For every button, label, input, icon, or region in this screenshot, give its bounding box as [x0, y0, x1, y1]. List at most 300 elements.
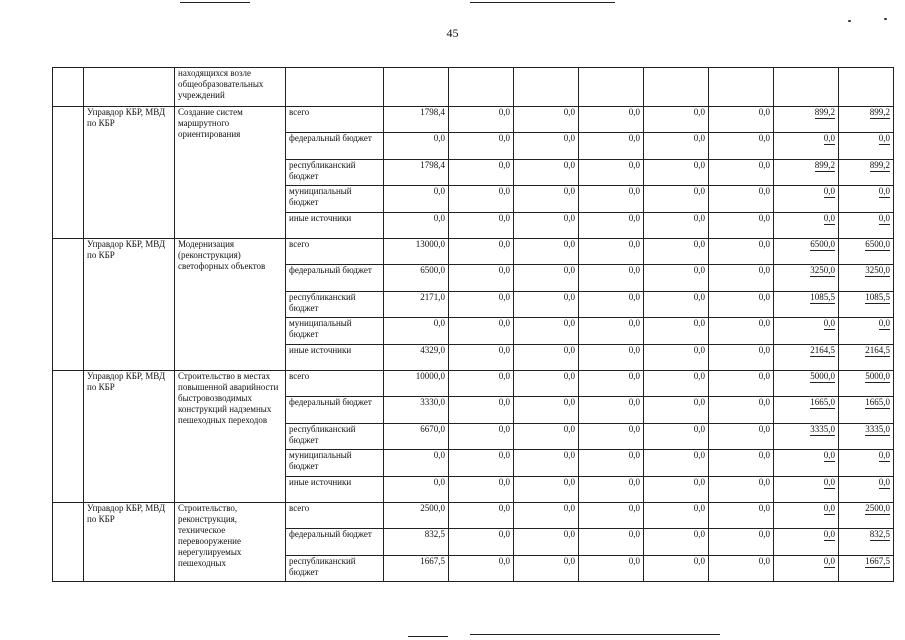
- cell-empty: [839, 68, 894, 107]
- funding-source-cell: всего: [286, 503, 384, 529]
- amount-value: 2164,5: [865, 345, 890, 355]
- event-cell: Строительство, реконструкция, техническое перевооружение нерегулируемых пешеходных: [175, 503, 286, 582]
- funding-source-cell: федеральный бюджет: [286, 397, 384, 424]
- amount-cell: [579, 133, 644, 160]
- funding-source-cell: республиканский бюджет: [286, 292, 384, 318]
- amount-cell: [449, 345, 514, 371]
- amount-value: 0,0: [563, 556, 575, 566]
- amount-cell: [839, 318, 894, 345]
- amount-cell: [709, 265, 774, 292]
- table-row: [53, 239, 894, 265]
- scan-artifact-top-1: [180, 2, 250, 3]
- amount-cell: [774, 292, 839, 318]
- amount-cell: [839, 133, 894, 160]
- event-cell: Модернизация (реконструкция) светофорных объектов: [175, 239, 286, 371]
- funding-source-cell: всего: [286, 107, 384, 133]
- amount-cell: [384, 186, 449, 213]
- amount-cell: [644, 186, 709, 213]
- amount-value: 0,0: [878, 450, 890, 460]
- amount-cell: [839, 186, 894, 213]
- amount-cell: [644, 503, 709, 529]
- amount-value: 0,0: [758, 160, 770, 170]
- amount-cell: [514, 450, 579, 477]
- amount-value: 899,2: [814, 107, 835, 117]
- amount-value: 1085,5: [865, 292, 890, 302]
- amount-value: 0,0: [498, 239, 510, 249]
- amount-cell: [774, 556, 839, 582]
- amount-value: 0,0: [628, 107, 640, 117]
- amount-value: 0,0: [563, 239, 575, 249]
- amount-value: 832,5: [869, 529, 890, 539]
- amount-cell: [579, 397, 644, 424]
- amount-value: 0,0: [563, 371, 575, 381]
- amount-cell: [514, 424, 579, 450]
- amount-value: 3335,0: [865, 424, 890, 434]
- amount-value: 0,0: [563, 265, 575, 275]
- amount-value: 0,0: [563, 213, 575, 223]
- amount-cell: [514, 529, 579, 556]
- amount-cell: [384, 318, 449, 345]
- page-number: 45: [446, 26, 459, 40]
- amount-value: 0,0: [758, 318, 770, 328]
- amount-cell: [579, 186, 644, 213]
- amount-cell: [384, 265, 449, 292]
- amount-value: 0,0: [758, 424, 770, 434]
- amount-value: 5000,0: [810, 371, 835, 381]
- amount-cell: [839, 529, 894, 556]
- amount-value: 3335,0: [810, 424, 835, 434]
- funding-source-cell: республиканский бюджет: [286, 556, 384, 582]
- amount-cell: [579, 371, 644, 397]
- amount-value: 0,0: [758, 529, 770, 539]
- amount-value: 0,0: [628, 450, 640, 460]
- amount-cell: [644, 450, 709, 477]
- amount-cell: [839, 239, 894, 265]
- amount-value: 0,0: [498, 529, 510, 539]
- amount-cell: [644, 345, 709, 371]
- amount-value: 0,0: [628, 345, 640, 355]
- amount-value: 0,0: [693, 318, 705, 328]
- funding-source-cell: республиканский бюджет: [286, 160, 384, 186]
- scan-artifact-bottom-2: [408, 636, 448, 637]
- amount-value: 0,0: [563, 133, 575, 143]
- amount-value: 10000,0: [415, 371, 445, 381]
- amount-cell: [709, 371, 774, 397]
- amount-cell: [384, 450, 449, 477]
- cell-empty: [53, 68, 84, 107]
- amount-value: 0,0: [498, 213, 510, 223]
- amount-cell: [774, 213, 839, 239]
- amount-value: 0,0: [433, 186, 445, 196]
- amount-cell: [709, 133, 774, 160]
- amount-cell: [579, 239, 644, 265]
- amount-cell: [709, 186, 774, 213]
- amount-value: 0,0: [628, 556, 640, 566]
- amount-cell: [449, 133, 514, 160]
- amount-value: 0,0: [563, 397, 575, 407]
- amount-value: 0,0: [823, 450, 835, 460]
- amount-cell: [384, 424, 449, 450]
- amount-value: 0,0: [693, 503, 705, 513]
- amount-value: 0,0: [758, 265, 770, 275]
- amount-cell: [709, 503, 774, 529]
- amount-cell: [774, 529, 839, 556]
- amount-value: 0,0: [498, 133, 510, 143]
- amount-cell: [384, 371, 449, 397]
- amount-value: 0,0: [563, 318, 575, 328]
- amount-value: 1665,0: [810, 397, 835, 407]
- amount-cell: [709, 239, 774, 265]
- event-cell: находящихся возле общеобразовательных учреждений: [175, 68, 286, 107]
- amount-value: 0,0: [628, 292, 640, 302]
- amount-value: 0,0: [498, 424, 510, 434]
- amount-value: 0,0: [628, 503, 640, 513]
- executor-cell: Управдор КБР, МВД по КБР: [84, 107, 175, 239]
- amount-cell: [644, 133, 709, 160]
- cell-empty: [644, 68, 709, 107]
- amount-value: 0,0: [758, 133, 770, 143]
- scan-artifact-bottom-1: [470, 634, 720, 635]
- amount-value: 1667,5: [420, 556, 445, 566]
- amount-cell: [384, 397, 449, 424]
- amount-cell: [514, 133, 579, 160]
- amount-cell: [839, 477, 894, 503]
- amount-cell: [774, 345, 839, 371]
- funding-source-cell: иные источники: [286, 477, 384, 503]
- amount-value: 0,0: [628, 318, 640, 328]
- amount-cell: [644, 477, 709, 503]
- funding-source-cell: всего: [286, 371, 384, 397]
- amount-cell: [644, 371, 709, 397]
- amount-cell: [774, 450, 839, 477]
- amount-cell: [579, 160, 644, 186]
- amount-cell: [839, 503, 894, 529]
- amount-value: 0,0: [628, 265, 640, 275]
- amount-cell: [449, 239, 514, 265]
- funding-source-cell: республиканский бюджет: [286, 424, 384, 450]
- amount-cell: [774, 107, 839, 133]
- amount-cell: [709, 292, 774, 318]
- amount-cell: [774, 265, 839, 292]
- amount-cell: [449, 503, 514, 529]
- amount-value: 3250,0: [810, 265, 835, 275]
- amount-cell: [514, 556, 579, 582]
- amount-cell: [514, 160, 579, 186]
- amount-value: 5000,0: [865, 371, 890, 381]
- amount-cell: [709, 424, 774, 450]
- amount-value: 0,0: [498, 450, 510, 460]
- amount-value: 6500,0: [810, 239, 835, 249]
- amount-cell: [579, 345, 644, 371]
- funding-source-cell: федеральный бюджет: [286, 265, 384, 292]
- cell-empty: [579, 68, 644, 107]
- budget-table-body: [53, 68, 894, 582]
- amount-cell: [579, 107, 644, 133]
- amount-cell: [644, 292, 709, 318]
- amount-cell: [579, 213, 644, 239]
- amount-cell: [774, 239, 839, 265]
- scan-speck-2: [884, 18, 887, 20]
- amount-value: 0,0: [878, 477, 890, 487]
- num: [53, 107, 84, 239]
- amount-cell: [514, 318, 579, 345]
- funding-source-cell: иные источники: [286, 345, 384, 371]
- amount-value: 0,0: [758, 107, 770, 117]
- amount-value: 0,0: [878, 213, 890, 223]
- amount-cell: [579, 265, 644, 292]
- amount-cell: [514, 477, 579, 503]
- amount-cell: [709, 213, 774, 239]
- amount-value: 0,0: [758, 186, 770, 196]
- amount-cell: [644, 397, 709, 424]
- amount-value: 0,0: [823, 556, 835, 566]
- amount-cell: [514, 345, 579, 371]
- amount-value: 0,0: [563, 477, 575, 487]
- amount-cell: [449, 477, 514, 503]
- amount-cell: [579, 424, 644, 450]
- amount-cell: [449, 371, 514, 397]
- funding-source-cell: федеральный бюджет: [286, 529, 384, 556]
- amount-value: 0,0: [563, 345, 575, 355]
- amount-cell: [514, 371, 579, 397]
- cell-empty: [286, 68, 384, 107]
- amount-cell: [839, 556, 894, 582]
- amount-cell: [644, 556, 709, 582]
- amount-cell: [514, 213, 579, 239]
- amount-cell: [774, 186, 839, 213]
- amount-cell: [449, 318, 514, 345]
- amount-cell: [579, 450, 644, 477]
- amount-cell: [449, 397, 514, 424]
- amount-value: 2500,0: [865, 503, 890, 513]
- amount-value: 0,0: [628, 186, 640, 196]
- amount-value: 0,0: [628, 371, 640, 381]
- amount-value: 0,0: [693, 477, 705, 487]
- budget-table: [52, 67, 894, 582]
- amount-value: 0,0: [563, 503, 575, 513]
- amount-value: 0,0: [693, 397, 705, 407]
- amount-value: 0,0: [758, 213, 770, 223]
- amount-cell: [774, 424, 839, 450]
- amount-value: 0,0: [498, 160, 510, 170]
- amount-value: 899,2: [814, 160, 835, 170]
- amount-cell: [709, 450, 774, 477]
- cell-empty: [449, 68, 514, 107]
- amount-cell: [709, 529, 774, 556]
- amount-value: 0,0: [823, 318, 835, 328]
- amount-value: 0,0: [758, 239, 770, 249]
- amount-value: 0,0: [823, 213, 835, 223]
- funding-source-cell: федеральный бюджет: [286, 133, 384, 160]
- amount-value: 0,0: [628, 160, 640, 170]
- amount-cell: [514, 239, 579, 265]
- amount-cell: [839, 107, 894, 133]
- amount-cell: [579, 556, 644, 582]
- amount-value: 0,0: [693, 239, 705, 249]
- amount-cell: [709, 556, 774, 582]
- amount-cell: [644, 107, 709, 133]
- cell-empty: [384, 68, 449, 107]
- amount-value: 0,0: [498, 397, 510, 407]
- amount-value: 0,0: [563, 292, 575, 302]
- amount-cell: [709, 160, 774, 186]
- amount-cell: [709, 345, 774, 371]
- amount-value: 0,0: [693, 133, 705, 143]
- event-cell: Создание систем маршрутного ориентирования: [175, 107, 286, 239]
- amount-cell: [449, 529, 514, 556]
- amount-cell: [839, 371, 894, 397]
- amount-cell: [644, 424, 709, 450]
- amount-cell: [644, 239, 709, 265]
- amount-cell: [449, 265, 514, 292]
- amount-value: 2164,5: [810, 345, 835, 355]
- amount-cell: [514, 186, 579, 213]
- amount-value: 0,0: [758, 371, 770, 381]
- amount-value: 0,0: [498, 318, 510, 328]
- amount-cell: [774, 133, 839, 160]
- amount-value: 0,0: [628, 397, 640, 407]
- amount-value: 0,0: [498, 292, 510, 302]
- amount-value: 0,0: [758, 450, 770, 460]
- amount-value: 0,0: [693, 186, 705, 196]
- table-row: [53, 503, 894, 529]
- cell-empty: [84, 68, 175, 107]
- cell-empty: [774, 68, 839, 107]
- amount-value: 0,0: [563, 450, 575, 460]
- amount-cell: [449, 424, 514, 450]
- amount-value: 0,0: [693, 371, 705, 381]
- amount-value: 0,0: [498, 107, 510, 117]
- executor-cell: Управдор КБР, МВД по КБР: [84, 371, 175, 503]
- amount-value: 1085,5: [810, 292, 835, 302]
- amount-cell: [384, 556, 449, 582]
- amount-value: 0,0: [433, 477, 445, 487]
- amount-value: 1667,5: [865, 556, 890, 566]
- amount-cell: [644, 318, 709, 345]
- amount-value: 0,0: [563, 424, 575, 434]
- amount-value: 0,0: [628, 424, 640, 434]
- funding-source-cell: иные источники: [286, 213, 384, 239]
- amount-cell: [839, 265, 894, 292]
- amount-cell: [709, 318, 774, 345]
- amount-cell: [644, 213, 709, 239]
- amount-value: 0,0: [758, 503, 770, 513]
- amount-cell: [644, 265, 709, 292]
- amount-value: 832,5: [424, 529, 445, 539]
- amount-cell: [839, 292, 894, 318]
- amount-cell: [709, 477, 774, 503]
- amount-cell: [579, 477, 644, 503]
- amount-value: 0,0: [878, 186, 890, 196]
- amount-value: 0,0: [693, 450, 705, 460]
- amount-value: 0,0: [498, 503, 510, 513]
- amount-cell: [644, 160, 709, 186]
- amount-cell: [384, 345, 449, 371]
- amount-cell: [774, 397, 839, 424]
- amount-value: 0,0: [498, 345, 510, 355]
- amount-value: 0,0: [563, 160, 575, 170]
- funding-source-cell: муниципальный бюджет: [286, 318, 384, 345]
- amount-value: 0,0: [758, 397, 770, 407]
- amount-cell: [384, 503, 449, 529]
- amount-value: 0,0: [498, 477, 510, 487]
- event-cell: Строительство в местах повышенной аварийности быстровозводимых конструкций надземных пешеходных переходов: [175, 371, 286, 503]
- amount-value: 0,0: [878, 318, 890, 328]
- amount-value: 0,0: [878, 133, 890, 143]
- amount-value: 6500,0: [420, 265, 445, 275]
- amount-cell: [449, 213, 514, 239]
- amount-value: 0,0: [628, 133, 640, 143]
- amount-cell: [449, 186, 514, 213]
- amount-cell: [384, 239, 449, 265]
- amount-cell: [449, 450, 514, 477]
- funding-source-cell: муниципальный бюджет: [286, 186, 384, 213]
- amount-value: 0,0: [628, 213, 640, 223]
- amount-cell: [514, 265, 579, 292]
- amount-value: 0,0: [823, 186, 835, 196]
- amount-value: 0,0: [628, 477, 640, 487]
- amount-cell: [514, 397, 579, 424]
- amount-cell: [839, 213, 894, 239]
- amount-value: 2171,0: [420, 292, 445, 302]
- amount-cell: [579, 292, 644, 318]
- amount-value: 0,0: [823, 133, 835, 143]
- amount-value: 0,0: [758, 556, 770, 566]
- amount-value: 0,0: [628, 239, 640, 249]
- amount-value: 0,0: [498, 556, 510, 566]
- amount-value: 0,0: [758, 477, 770, 487]
- amount-cell: [514, 503, 579, 529]
- amount-cell: [384, 477, 449, 503]
- amount-value: 0,0: [433, 450, 445, 460]
- amount-cell: [449, 556, 514, 582]
- amount-cell: [449, 107, 514, 133]
- amount-value: 6500,0: [865, 239, 890, 249]
- amount-cell: [839, 345, 894, 371]
- amount-cell: [839, 424, 894, 450]
- table-row: [53, 371, 894, 397]
- amount-cell: [839, 450, 894, 477]
- table-row-header-continuation: [53, 68, 894, 107]
- scan-artifact-top-2: [470, 2, 615, 3]
- amount-value: 0,0: [693, 292, 705, 302]
- funding-source-cell: муниципальный бюджет: [286, 450, 384, 477]
- amount-value: 0,0: [693, 213, 705, 223]
- amount-value: 0,0: [563, 107, 575, 117]
- amount-value: 4329,0: [420, 345, 445, 355]
- amount-cell: [709, 107, 774, 133]
- amount-cell: [514, 107, 579, 133]
- num: [53, 503, 84, 582]
- amount-value: 0,0: [433, 133, 445, 143]
- amount-value: 0,0: [693, 265, 705, 275]
- amount-value: 0,0: [693, 345, 705, 355]
- amount-value: 0,0: [758, 292, 770, 302]
- amount-cell: [709, 397, 774, 424]
- amount-value: 0,0: [758, 345, 770, 355]
- funding-source-cell: всего: [286, 239, 384, 265]
- amount-cell: [514, 292, 579, 318]
- amount-value: 1798,4: [420, 107, 445, 117]
- amount-value: 0,0: [563, 529, 575, 539]
- amount-value: 0,0: [823, 477, 835, 487]
- amount-cell: [384, 107, 449, 133]
- amount-cell: [449, 160, 514, 186]
- amount-value: 6670,0: [420, 424, 445, 434]
- amount-value: 0,0: [498, 186, 510, 196]
- amount-cell: [384, 529, 449, 556]
- amount-cell: [384, 213, 449, 239]
